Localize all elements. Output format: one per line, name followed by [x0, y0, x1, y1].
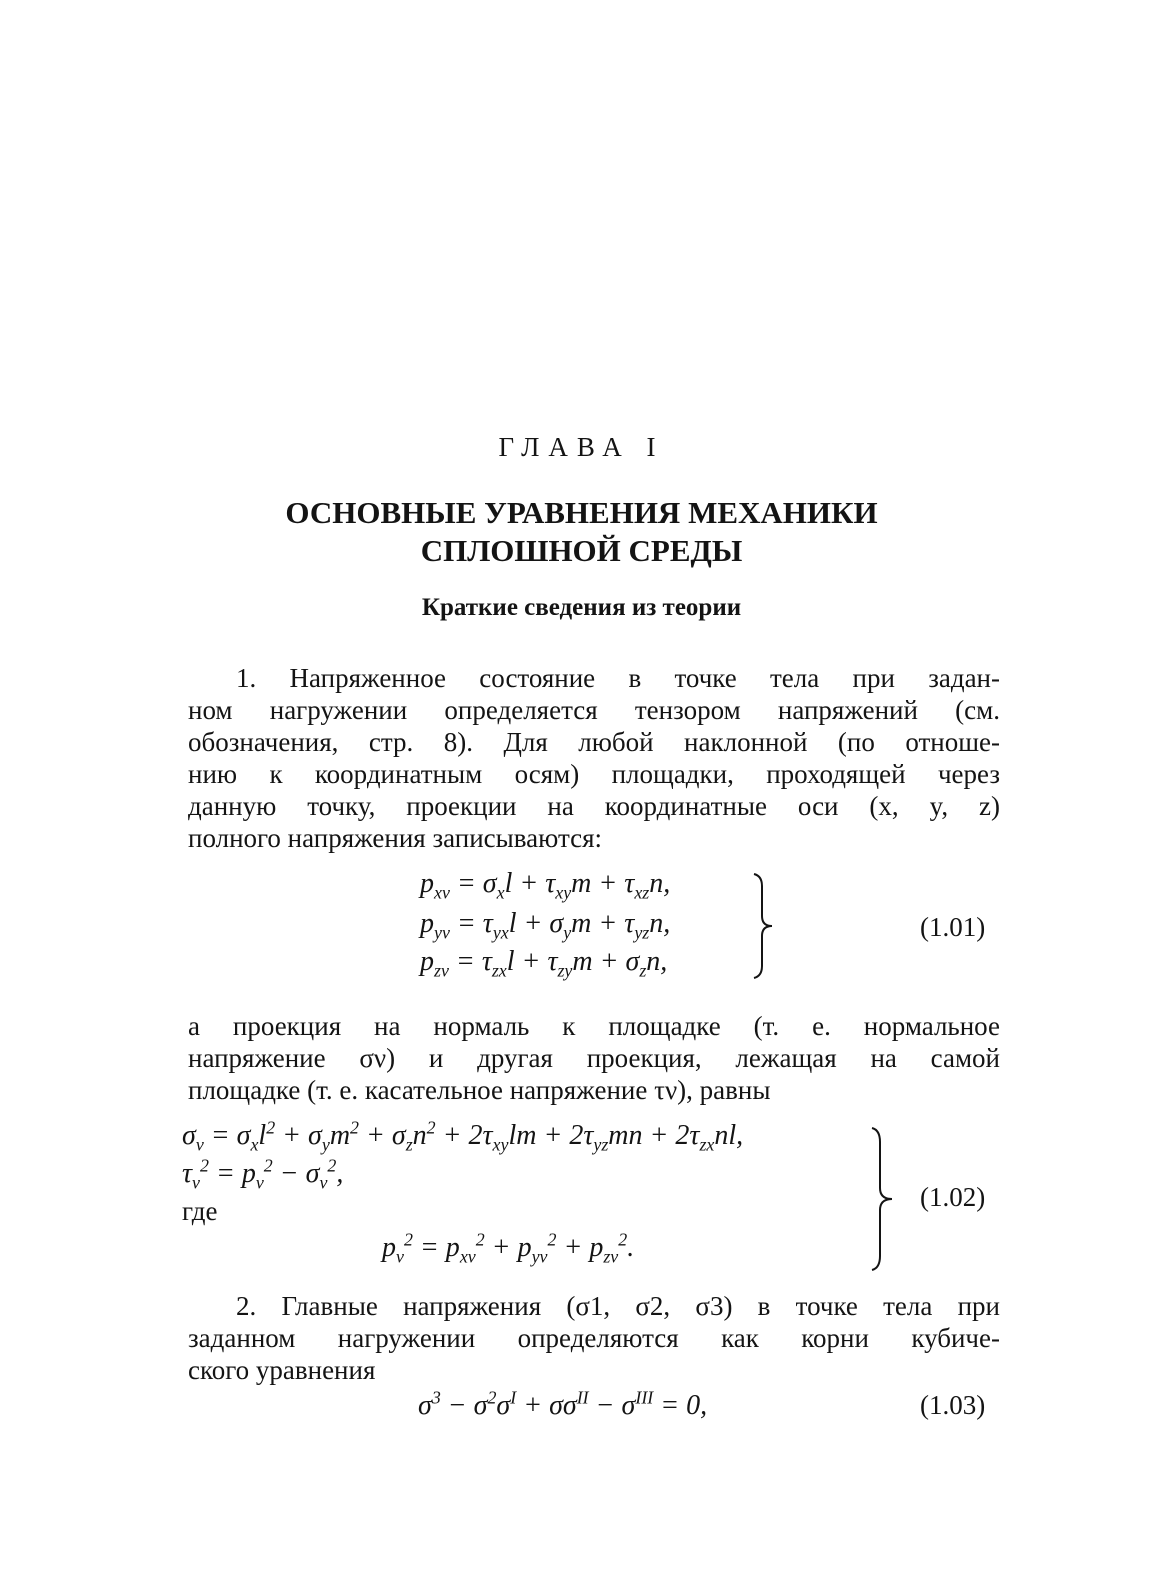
equation-number-1-02: (1.02) — [920, 1182, 986, 1212]
paragraph-1-line: обозначения, стр. 8). Для любой наклонной (по отноше- — [188, 727, 1000, 757]
paragraph-1-line: нию к координатным осям) площадки, проходящей через — [188, 759, 1000, 789]
paragraph-3 — [188, 1290, 1000, 1386]
equation-1-02-brace — [868, 1126, 896, 1272]
equation-1-02-where: где — [182, 1196, 218, 1226]
paragraph-2 — [188, 1010, 1000, 1106]
chapter-title — [0, 494, 1163, 570]
chapter-title-line-1: ОСНОВНЫЕ УРАВНЕНИЯ МЕХАНИКИ — [285, 495, 878, 530]
paragraph-1-line: полного напряжения записываются: — [188, 823, 603, 853]
paragraph-1-line: ном нагружении определяется тензором напряжений (см. — [188, 695, 1000, 725]
paragraph-2-line: а проекция на нормаль к площадке (т. е. нормальное — [188, 1011, 1000, 1041]
paragraph-1 — [188, 662, 1000, 854]
equation-1-01-brace — [750, 872, 776, 980]
equation-1-01-line-2: $p_{y\nu} = \tau_{yx}l + \sigma_ym + \tau_{yz}n$, — [420, 908, 671, 943]
equation-number-1-03: (1.03) — [920, 1390, 986, 1420]
paragraph-1-line: 1. Напряженное состояние в точке тела при задан- — [236, 663, 1000, 693]
paragraph-2-line: напряжение σν) и другая проекция, лежащая на самой — [188, 1043, 1000, 1073]
equation-1-02-line-3: $p_\nu^2 = p_{x\nu}^2 + p_{y\nu}^2 + p_{z\nu}^2$. — [382, 1229, 635, 1267]
equation-1-02-line-1: $\sigma_\nu = \sigma_xl^2 + \sigma_ym^2 + \sigma_zn^2 + 2\tau_{xy}lm + 2\tau_{yz}mn + 2\tau_{zx}nl$, — [182, 1117, 744, 1155]
section-subtitle: Краткие сведения из теории — [421, 594, 742, 621]
chapter-title-line-2: СПЛОШНОЙ СРЕДЫ — [420, 533, 743, 568]
paragraph-1-line: данную точку, проекции на координатные оси (x, y, z) — [188, 791, 1000, 821]
paragraph-3-line: ского уравнения — [188, 1355, 376, 1385]
equation-number-1-01: (1.01) — [920, 912, 986, 942]
chapter-label: ГЛАВА I — [498, 432, 665, 462]
paragraph-2-line: площадке (т. е. касательное напряжение τν), равны — [188, 1075, 771, 1105]
paragraph-3-line: заданном нагружении определяются как корни кубиче- — [188, 1323, 1000, 1353]
equation-1-01-line-3: $p_{z\nu} = \tau_{zx}l + \tau_{zy}m + \sigma_zn$, — [420, 946, 668, 981]
equation-1-03-line: $\sigma^3 - \sigma^2\sigma^I + \sigma\sigma^{II} - \sigma^{III} = 0$, — [418, 1387, 708, 1421]
equation-1-02-line-2: $\tau_\nu^2 = p_\nu^2 - \sigma_\nu^2$, — [182, 1155, 344, 1193]
equation-1-01-line-1: $p_{x\nu} = \sigma_xl + \tau_{xy}m + \tau_{xz}n$, — [420, 868, 671, 903]
paragraph-3-line: 2. Главные напряжения (σ1, σ2, σ3) в точке тела при — [236, 1291, 1000, 1321]
